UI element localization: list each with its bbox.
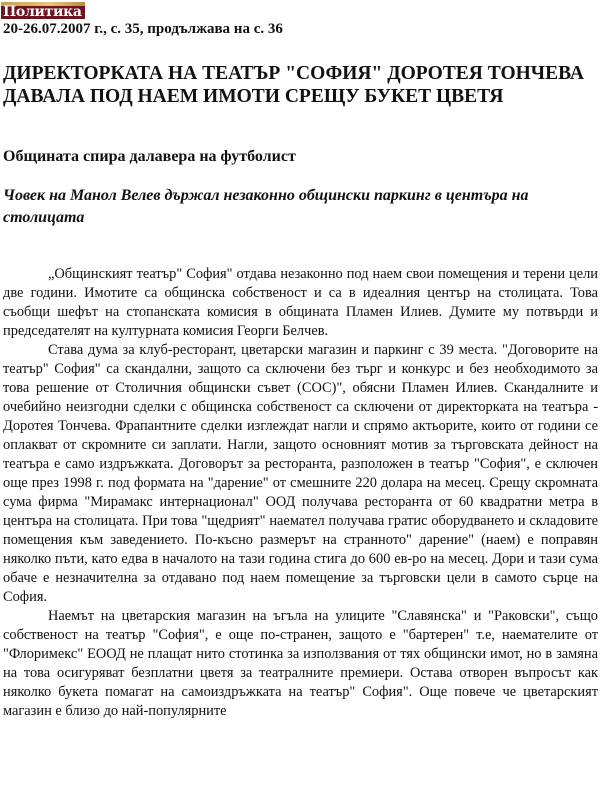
article-headline: ДИРЕКТОРКАТА НА ТЕАТЪР "СОФИЯ" ДОРОТЕЯ ТОНЧЕВА ДАВАЛА ПОД НАЕМ ИМОТИ СРЕЩУ БУКЕТ ЦВЕТЯ	[3, 63, 584, 107]
newspaper-logo	[1, 2, 85, 19]
logo-text: Политика	[3, 4, 82, 19]
article-subheadline: Общината спира далавера на футболист	[3, 148, 296, 165]
article-lead: Човек на Манол Велев държал незаконно общински паркинг в центъра на столицата	[3, 187, 529, 226]
article-paragraph: „Общинският театър" София" отдава незаконно под наем свои помещения и терени цели две години. Имотите са общинска собственост и са в идеалния център на столицата. Това съобщи шефът на стопанската комисия в общината Пламен Илиев. Думите му потвърди и председателят на културната комисия Георги Белчев.	[3, 266, 598, 339]
source-citation: 20-26.07.2007 г., с. 35, продължава на с. 36	[3, 21, 283, 37]
article-paragraph: Става дума за клуб-ресторант, цветарски магазин и паркинг с 39 места. "Договорите на театър" София" са скандални, защото са сключени без търг и конкурс и без необходимото за това решение от Столичния общински съвет (СОС)", обясни Пламен Илиев. Скандалните и очебийно неизгодни сделки с общинска собственост са сключени от директорката на театъра - Доротея Тончева. Фрапантните сделки изглеждат нагли и спрямо актьорите, които от години се оплакват от скромните си заплати. Нагли, защото основният мотив за търговската дейност на театъра е само издръжката. Договорът за ресторанта, разположен в театър "София", е сключен още през 1998 г. под формата на "дарение" от смешните 220 долара на месец. Срещу скромната сума фирма "Мирамакс интернационал" ООД получава ресторанта от 60 квадратни метра в центъра на столицата. При това "щедрият" наемател получава гратис оборудването и складовите помещения към заведението. По-късно размерът на странното" дарение" (наем) е поправян няколко пъти, като едва в началото на тази година стига до 600 ев-ро на месец. Дори и тази сума обаче е незначителна за отдавано под наем помещение за търговски цели в самото сърце на София.	[3, 342, 598, 605]
article-paragraph: Наемът на цветарския магазин на ъгъла на улиците "Славянска" и "Раковски", също собственост на театър "София", е още по-странен, защото е "бартерен" т.е, наемателите от "Флоримекс" ЕООД не плащат нито стотинка за използвания от тях общински имот, но в замяна на това осигуряват безплатни цветя за театралните премиери. Остава отворен въпросът как няколко букета помагат на самоиздръжката на театър" София". Още повече че цветарският магазин е близо до най-популярните	[3, 608, 598, 719]
article-body	[3, 265, 598, 721]
